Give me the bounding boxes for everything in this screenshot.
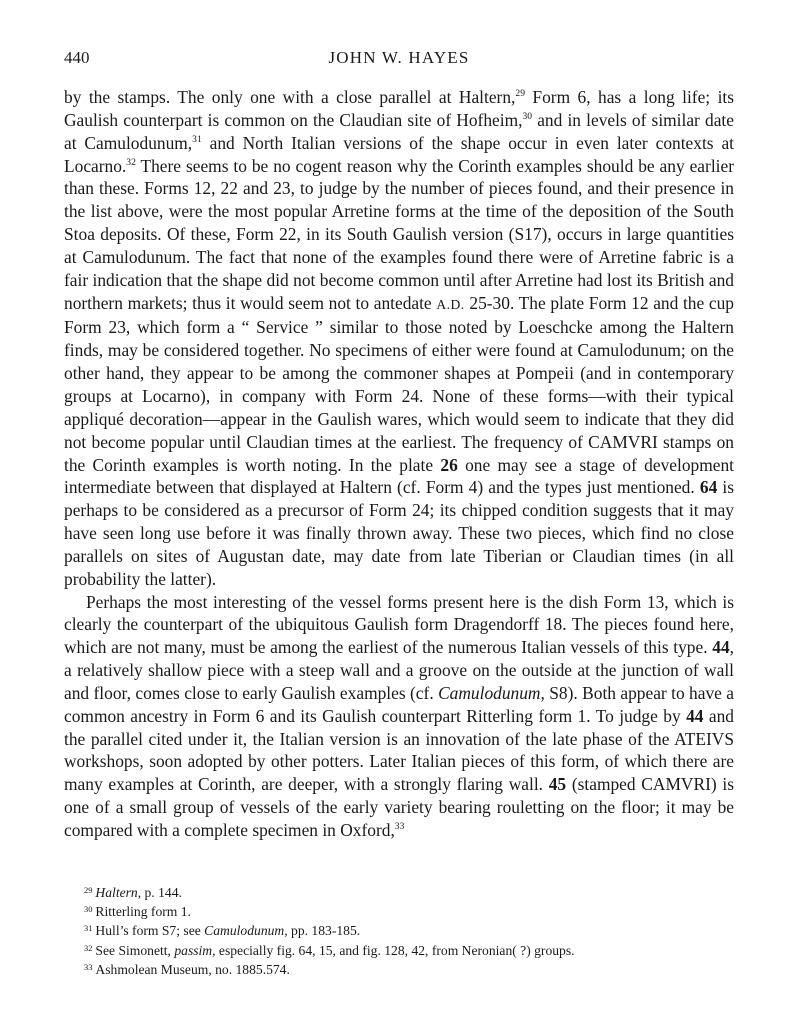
text-run: and North Italian versions of the shape occur in even later contexts at Locarno. [64, 132, 734, 176]
text-run: There seems to be no cogent reason why the Corinth examples should be any earlier than these. Forms 12, 22 and 23, to judge by the number of pieces found, and their presence in the list above, were the most popular Arretine forms at the time of the deposition of the South Stoa deposits. Of these, Form 22, in its South Gaulish version (S17), occurs in large quantities at Camulodunum. The fact that none of the examples found there were of Arretine fabric is a fair indication that the shape did not become common until after Arretine had lost its British and northern markets; thus it would seem not to antedate [64, 155, 734, 313]
footnote-text: pp. 183-185. [287, 923, 361, 939]
text-run: Perhaps the most interesting of the vessel forms present here is the dish Form 13, which is clearly the counterpart of the ubiquitous Gaulish form Dragendorff 18. The pieces found here, which are not many, must be among the earliest of the numerous Italian vessels of this type. [64, 591, 734, 658]
footnote-mark: 30 [84, 904, 93, 915]
small-caps-era: A.D. [436, 296, 465, 312]
italic-title: Haltern, [95, 885, 142, 901]
catalogue-number: 26 [440, 454, 458, 475]
running-head: JOHN W. HAYES [328, 48, 470, 67]
footnote-ref-29[interactable]: 29 [515, 87, 525, 99]
footnote-text: Ashmolean Museum, no. 1885.574. [95, 962, 290, 978]
text-run: S8). Both appear to have a common ancestry in Form 6 and its Gaulish counterpart Ritterling form 1. To judge by [64, 682, 735, 726]
footnote-text: Hull’s form S7; see [95, 923, 205, 939]
footnote-33 [84, 959, 724, 978]
catalogue-number: 64 [699, 477, 718, 498]
text-run: (stamped CAMVRI) is one of a small group of vessels of the early variety bearing rouletting on the floor; it may be compared with a complete specimen in Oxford, [64, 774, 734, 840]
footnote-ref-32[interactable]: 32 [126, 156, 136, 168]
footnote-ref-30[interactable]: 30 [522, 110, 533, 122]
footnote-32 [84, 940, 724, 959]
italic-title: Camulodunum, [438, 682, 545, 703]
catalogue-number: 45 [548, 774, 567, 795]
page-number: 440 [64, 48, 90, 67]
catalogue-number: 44 [686, 705, 704, 726]
text-run: Form 6, has a long life; its Gaulish counterpart is common on the Claudian site of Hofheim, [64, 87, 735, 130]
footnote-30 [84, 901, 724, 920]
footnote-text: Ritterling form 1. [95, 904, 191, 920]
footnote-text: See Simonett, [95, 942, 175, 958]
text-run: one may see a stage of development intermediate between that displayed at Haltern (cf. Form 4) and the types just mentioned. [64, 454, 734, 498]
footnote-mark: 31 [84, 923, 93, 934]
footnote-ref-31[interactable]: 31 [192, 133, 202, 145]
catalogue-number: 44 [712, 637, 730, 658]
page-header [64, 48, 734, 70]
paragraph-1 [64, 86, 734, 591]
text-run: is perhaps to be considered as a precursor of Form 24; its chipped condition suggests that it may have seen long use before it was finally thrown away. These two pieces, which find no close parallels on sites of Augustan date, may date from late Tiberian or Claudian times (in all probability the latter). [64, 477, 734, 589]
footnote-mark: 32 [84, 942, 93, 953]
footnote-mark: 33 [84, 961, 93, 972]
footnotes [84, 882, 724, 978]
footnote-31 [84, 920, 724, 939]
text-run: and the parallel cited under it, the Italian version is an innovation of the late phase of the ATEIVS workshops, soon adopted by other potters. Later Italian pieces of this form, of which there are many examples at Corinth, are deeper, with a strongly flaring wall. [64, 705, 734, 795]
footnote-mark: 29 [84, 885, 93, 895]
footnote-29 [84, 882, 724, 901]
text-run: , a relatively shallow piece with a steep wall and a groove on the outside at the junction of wall and floor, comes close to early Gaulish examples (cf. [64, 637, 734, 703]
paragraph-2 [64, 591, 734, 842]
italic-title: Camulodunum, [204, 923, 288, 939]
body-text [64, 86, 734, 842]
text-run: and in levels of similar date at Camulodunum, [64, 109, 734, 153]
footnote-text: especially fig. 64, 15, and fig. 128, 42, from Neronian( ?) groups. [215, 942, 575, 958]
footnote-text: p. 144. [141, 885, 182, 901]
footnote-ref-33[interactable]: 33 [394, 820, 405, 832]
text-run: 25-30. The plate Form 12 and the cup Form 23, which form a “ Service ” similar to those noted by Loeschcke among the Haltern finds, may be considered together. No specimens of either were found at Camulodunum; on the other hand, they appear to be among the commoner shapes at Pompeii (and in contemporary groups at Locarno), in company with Form 24. None of these forms—with their typical appliqué decoration—appear in the Gaulish wares, which would seem to indicate that they did not become popular until Claudian times at the earliest. The frequency of CAMVRI stamps on the Corinth examples is worth noting. In the plate [64, 292, 735, 475]
italic-term: passim, [174, 942, 216, 958]
text-run: by the stamps. The only one with a close parallel at Haltern, [64, 87, 516, 107]
